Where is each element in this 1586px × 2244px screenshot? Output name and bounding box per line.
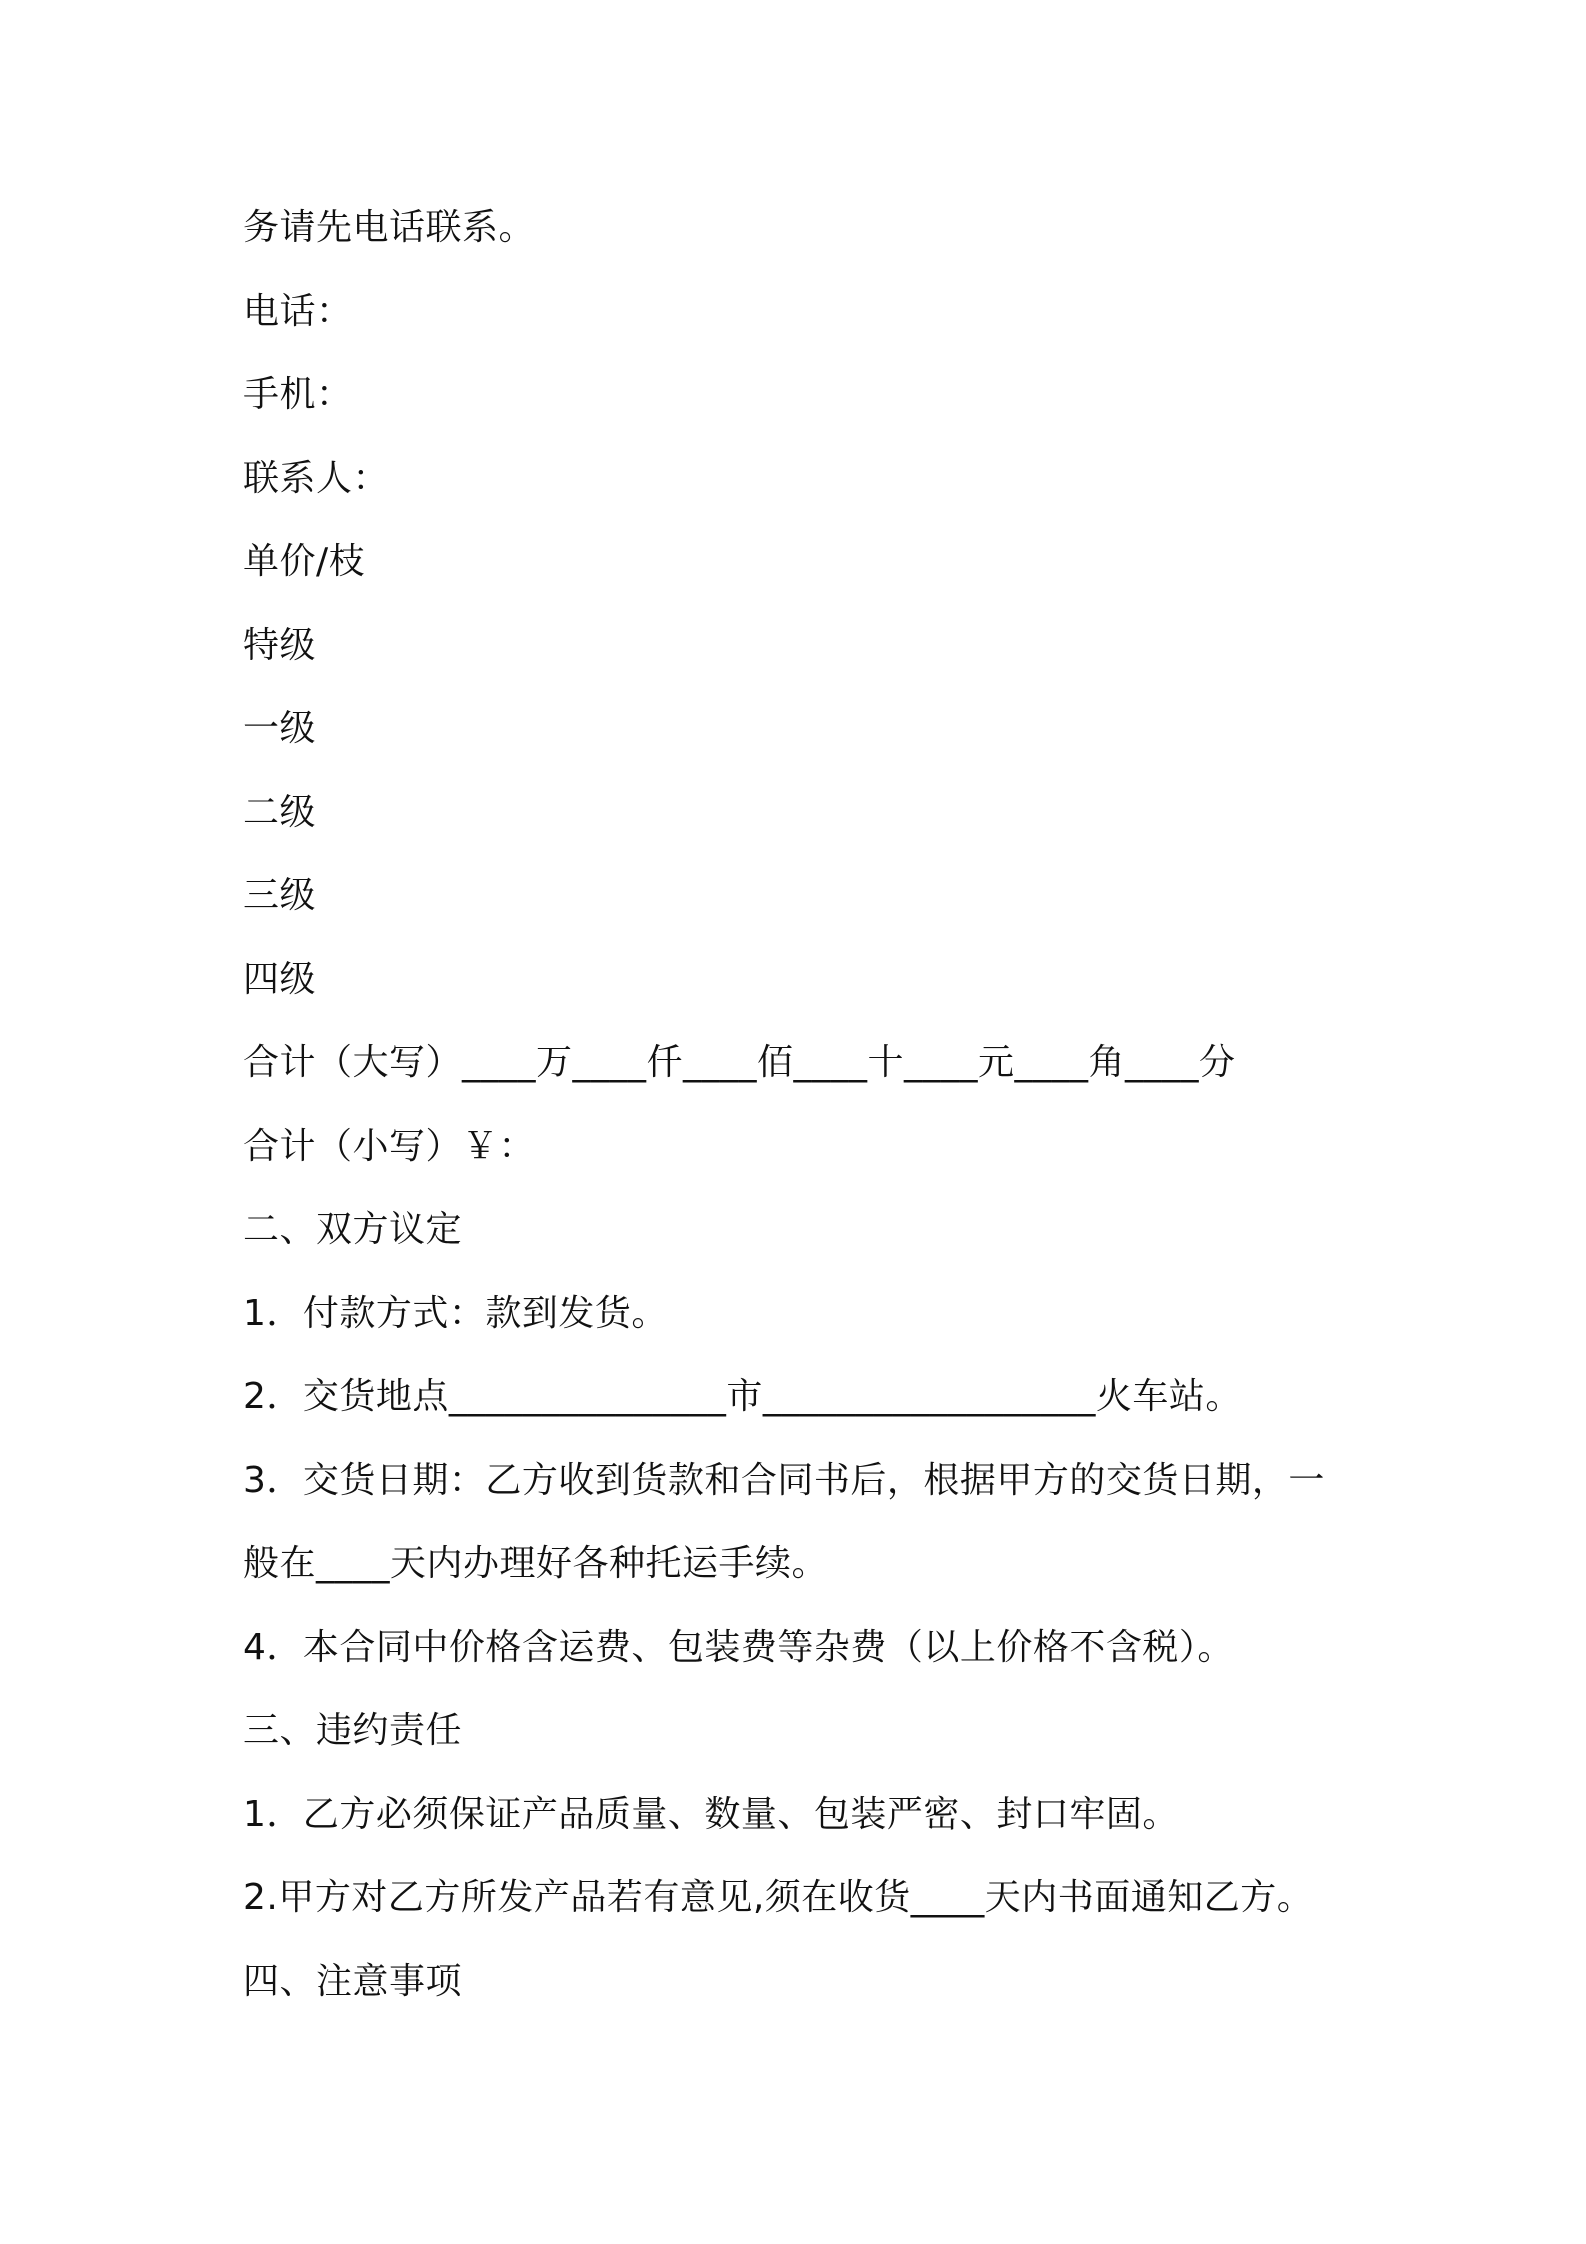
text-line-delivery-place: 2．交货地点_______________市__________________火车站。 [243,1376,1242,1417]
text-line-phone: 电话： [243,291,353,332]
text-line-grade-special: 特级 [243,625,317,666]
text-line-grade-3: 三级 [243,875,317,916]
text-line-mobile: 手机： [243,374,353,415]
text-line-grade-4: 四级 [243,959,317,1000]
text-line-grade-1: 一级 [243,708,317,749]
text-line-total-lowercase: 合计（小写）￥： [243,1126,536,1167]
text-line-objection: 2.甲方对乙方所发产品若有意见,须在收货____天内书面通知乙方。 [243,1877,1314,1918]
text-line-total-uppercase: 合计（大写）____万____仟____佰____十____元____角____分 [243,1042,1236,1083]
section-heading-notes: 四、注意事项 [243,1961,463,2002]
text-line-delivery-date: 3．交货日期：乙方收到货款和合同书后，根据甲方的交货日期，一 [243,1460,1325,1501]
text-line-contact-note: 务请先电话联系。 [243,207,536,248]
text-line-contact-person: 联系人： [243,458,390,499]
text-line-payment: 1．付款方式：款到发货。 [243,1293,668,1334]
section-heading-agreement: 二、双方议定 [243,1209,463,1250]
text-line-price-includes: 4．本合同中价格含运费、包装费等杂费（以上价格不含税）。 [243,1627,1234,1668]
text-line-quality: 1．乙方必须保证产品质量、数量、包装严密、封口牢固。 [243,1794,1179,1835]
text-line-unit-price: 单价/枝 [243,541,366,582]
text-line-grade-2: 二级 [243,792,317,833]
text-line-delivery-date-cont: 般在____天内办理好各种托运手续。 [243,1543,829,1584]
section-heading-liability: 三、违约责任 [243,1710,463,1751]
